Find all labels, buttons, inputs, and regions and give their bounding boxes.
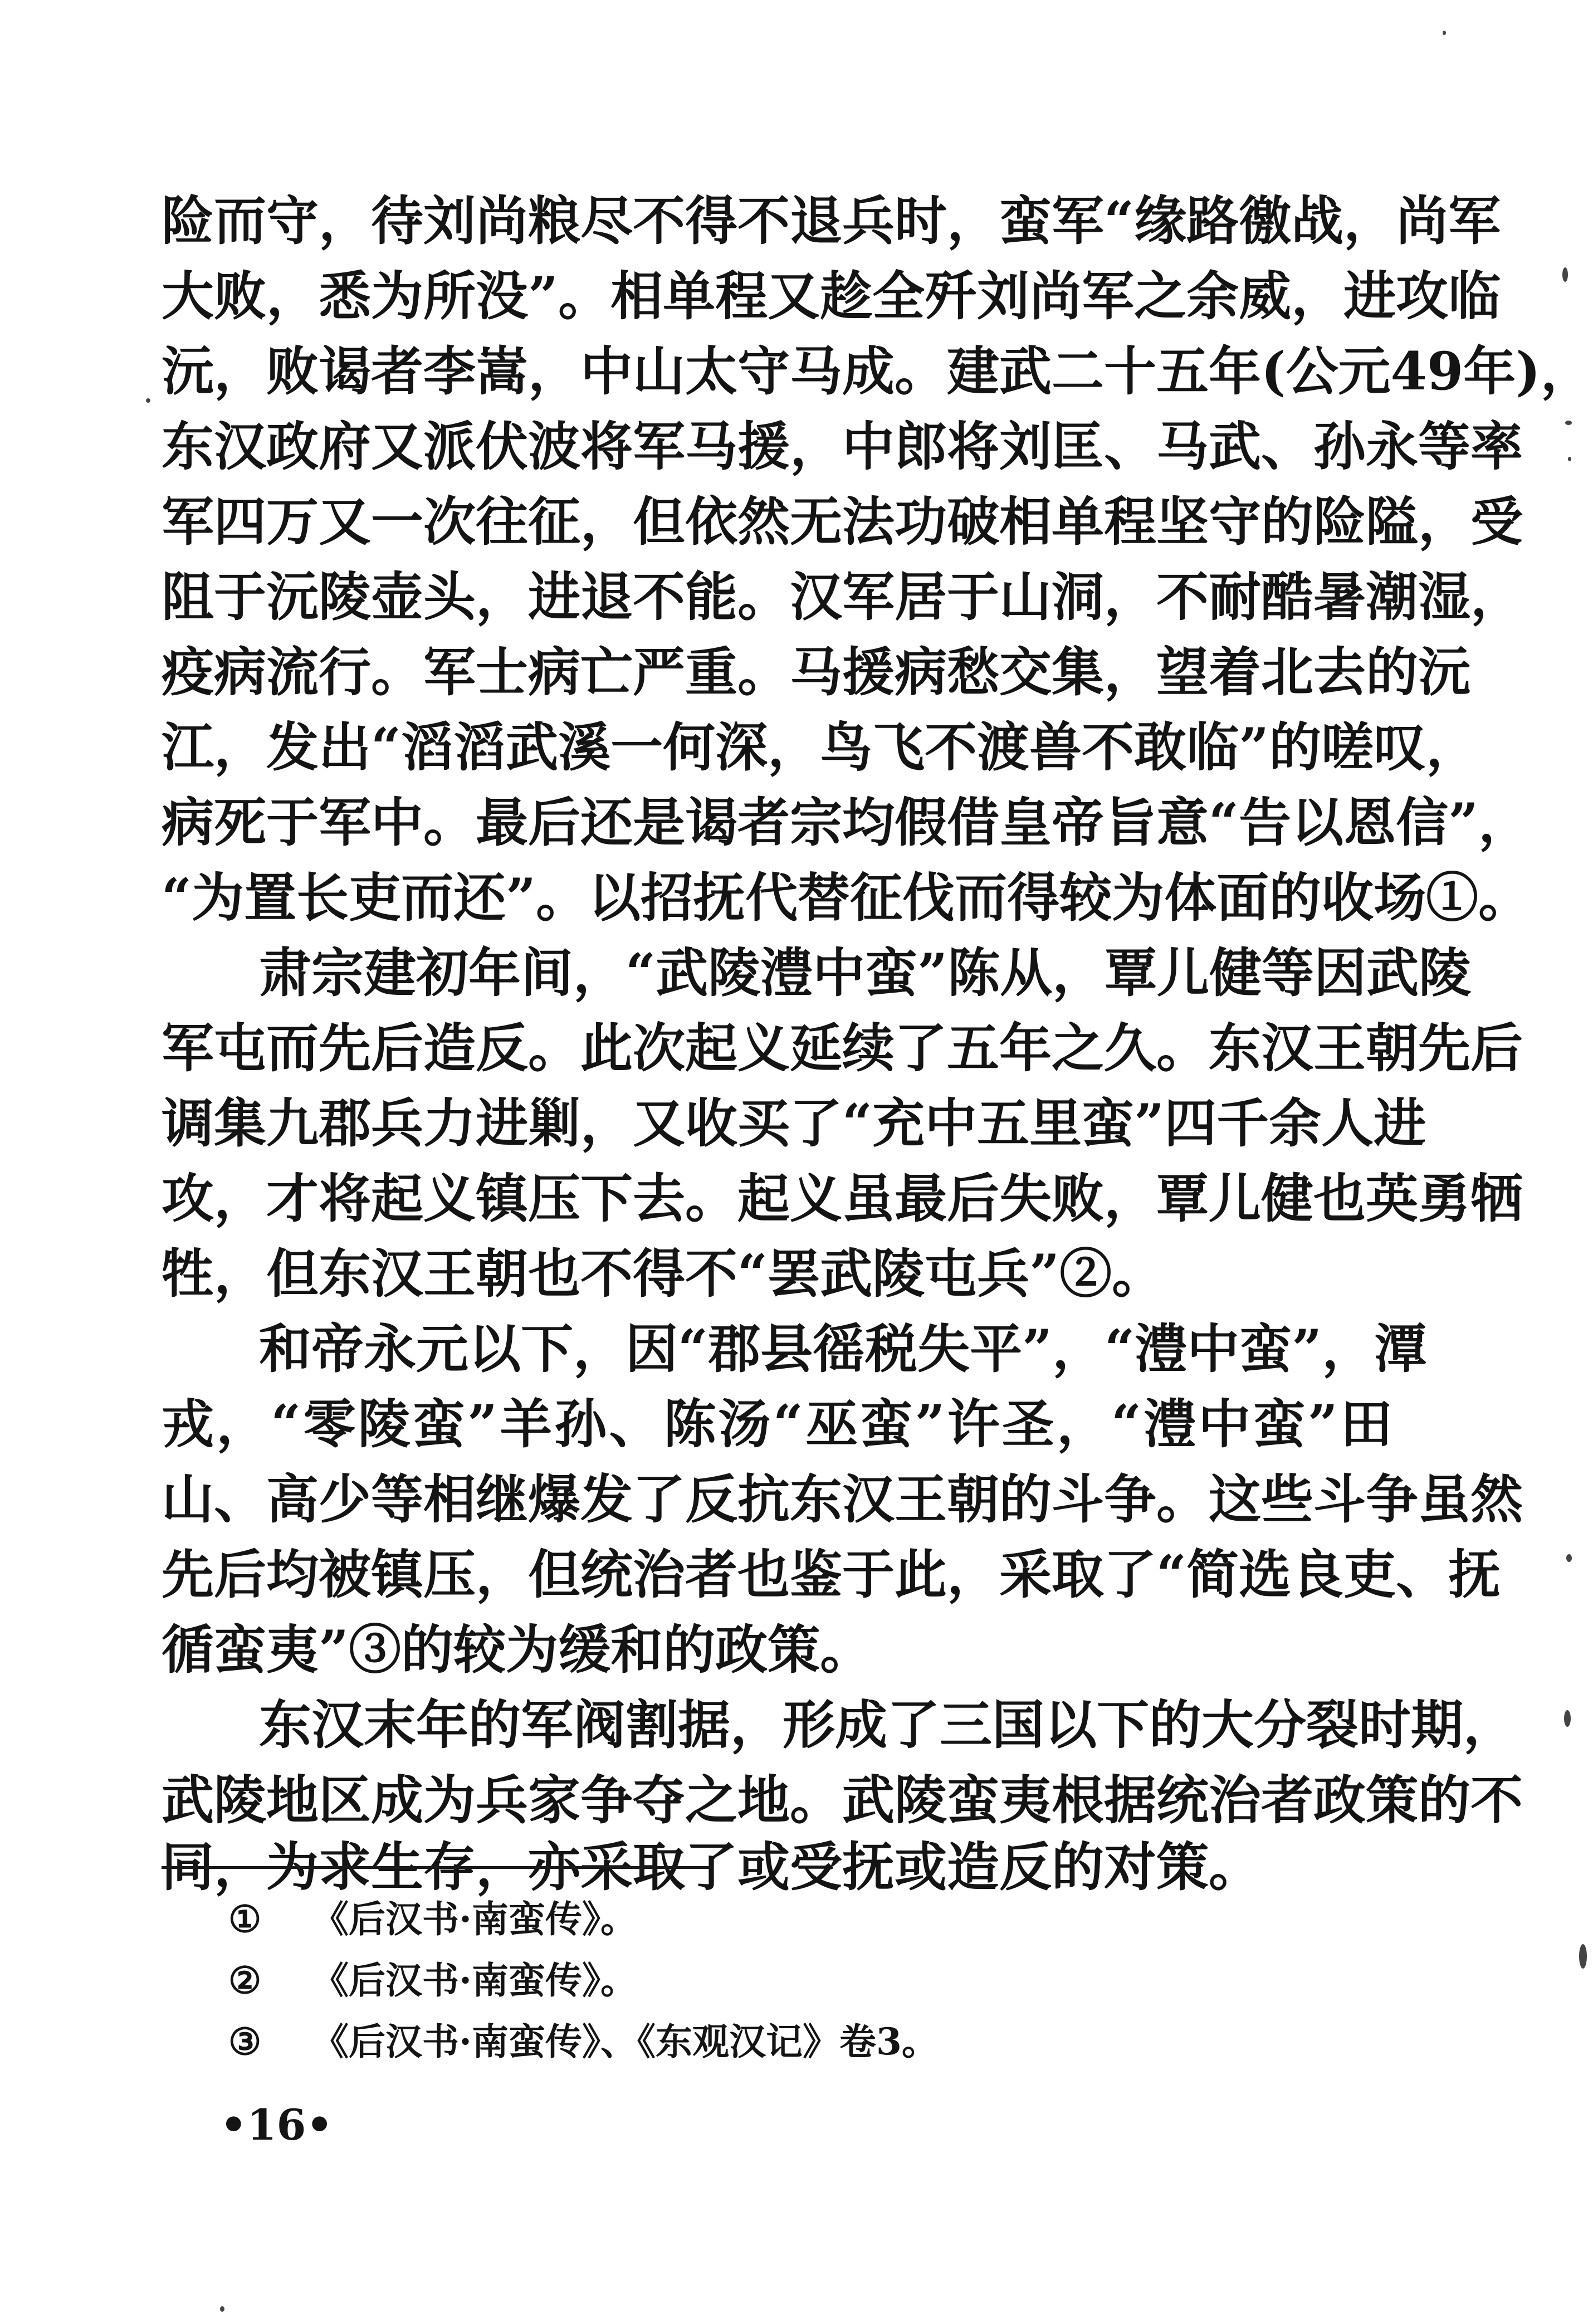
body-line: 江，发出“滔滔武溪一何深，鸟飞不渡兽不敢临”的嗟叹， — [162, 717, 1479, 778]
paragraph-last-line: 牲，但东汉王朝也不得不“罢武陵屯兵”②。 — [162, 1243, 1165, 1305]
footnote-mark: ③ — [228, 2020, 262, 2063]
body-line: 东汉政府又派伏波将军马援，中郎将刘匡、马武、孙永等率 — [162, 416, 1523, 477]
body-line: 攻，才将起义镇压下去。起义虽最后失败，覃儿健也英勇牺 — [162, 1168, 1523, 1229]
footnote-separator — [162, 1866, 713, 1869]
page-number: •16• — [220, 2100, 333, 2150]
scan-speck — [146, 398, 150, 403]
body-line: 阻于沅陵壶头，进退不能。汉军居于山洞，不耐酷暑潮湿， — [162, 567, 1523, 628]
body-line: 军四万又一次往征，但依然无法功破相单程坚守的险隘，受 — [162, 491, 1523, 553]
paragraph-last-line: 循蛮夷”③的较为缓和的政策。 — [162, 1619, 873, 1681]
body-line: “为置长吏而还”。以招抚代替征伐而得较为体面的收场①。 — [162, 867, 1531, 929]
paragraph-last-line: 同，为求生存，亦采取了或受抚或造反的对策。 — [162, 1837, 1262, 1898]
scan-speck — [1443, 31, 1446, 35]
body-line: 沅，败谒者李嵩，中山太守马成。建武二十五年(公元49年)， — [162, 341, 1593, 402]
body-line: 险而守，待刘尚粮尽不得不退兵时，蛮军“缘路徼战，尚军 — [162, 191, 1501, 252]
scan-speck — [1564, 1710, 1571, 1727]
paragraph-first-line: 和帝永元以下，因“郡县徭税失平”，“澧中蛮”，潭 — [259, 1319, 1427, 1380]
body-line: 调集九郡兵力进剿，又收买了“充中五里蛮”四千余人进 — [162, 1093, 1426, 1154]
footnote-mark: ① — [228, 1897, 262, 1941]
scan-speck — [1568, 457, 1571, 461]
paragraph-first-line: 东汉末年的军阀割据，形成了三国以下的大分裂时期， — [259, 1695, 1516, 1756]
body-line: 先后均被镇压，但统治者也鉴于此，采取了“简选良吏、抚 — [162, 1544, 1501, 1605]
footnote-text: 《后汉书·南蛮传》。 — [312, 1959, 637, 2002]
footnote — [228, 2011, 939, 2072]
footnote-text: 《后汉书·南蛮传》、《东观汉记》卷3。 — [312, 2020, 939, 2063]
footnote-text: 《后汉书·南蛮传》。 — [312, 1897, 637, 1941]
scan-speck — [220, 2306, 224, 2312]
footnote — [228, 1950, 637, 2011]
scan-speck — [1579, 1944, 1587, 1969]
footnote-mark: ② — [228, 1959, 262, 2002]
body-line: 大败，悉为所没”。相单程又趁全歼刘尚军之余威，进攻临 — [162, 266, 1501, 327]
paragraph-first-line: 肃宗建初年间，“武陵澧中蛮”陈从，覃儿健等因武陵 — [259, 943, 1472, 1004]
scan-speck — [1565, 421, 1572, 425]
body-line: 山、高少等相继爆发了反抗东汉王朝的斗争。这些斗争虽然 — [162, 1469, 1523, 1530]
scan-speck — [1566, 1554, 1572, 1562]
scan-speck — [1562, 267, 1568, 282]
body-line: 戎，“零陵蛮”羊孙、陈汤“巫蛮”许圣，“澧中蛮”田 — [162, 1394, 1392, 1455]
body-line: 疫病流行。军士病亡严重。马援病愁交集，望着北去的沅 — [162, 642, 1471, 703]
footnote — [228, 1888, 637, 1950]
body-line: 军屯而先后造反。此次起义延续了五年之久。东汉王朝先后 — [162, 1018, 1523, 1079]
body-line: 病死于军中。最后还是谒者宗均假借皇帝旨意“告以恩信”， — [162, 792, 1531, 853]
body-line: 武陵地区成为兵家争夺之地。武陵蛮夷根据统治者政策的不 — [162, 1770, 1523, 1831]
